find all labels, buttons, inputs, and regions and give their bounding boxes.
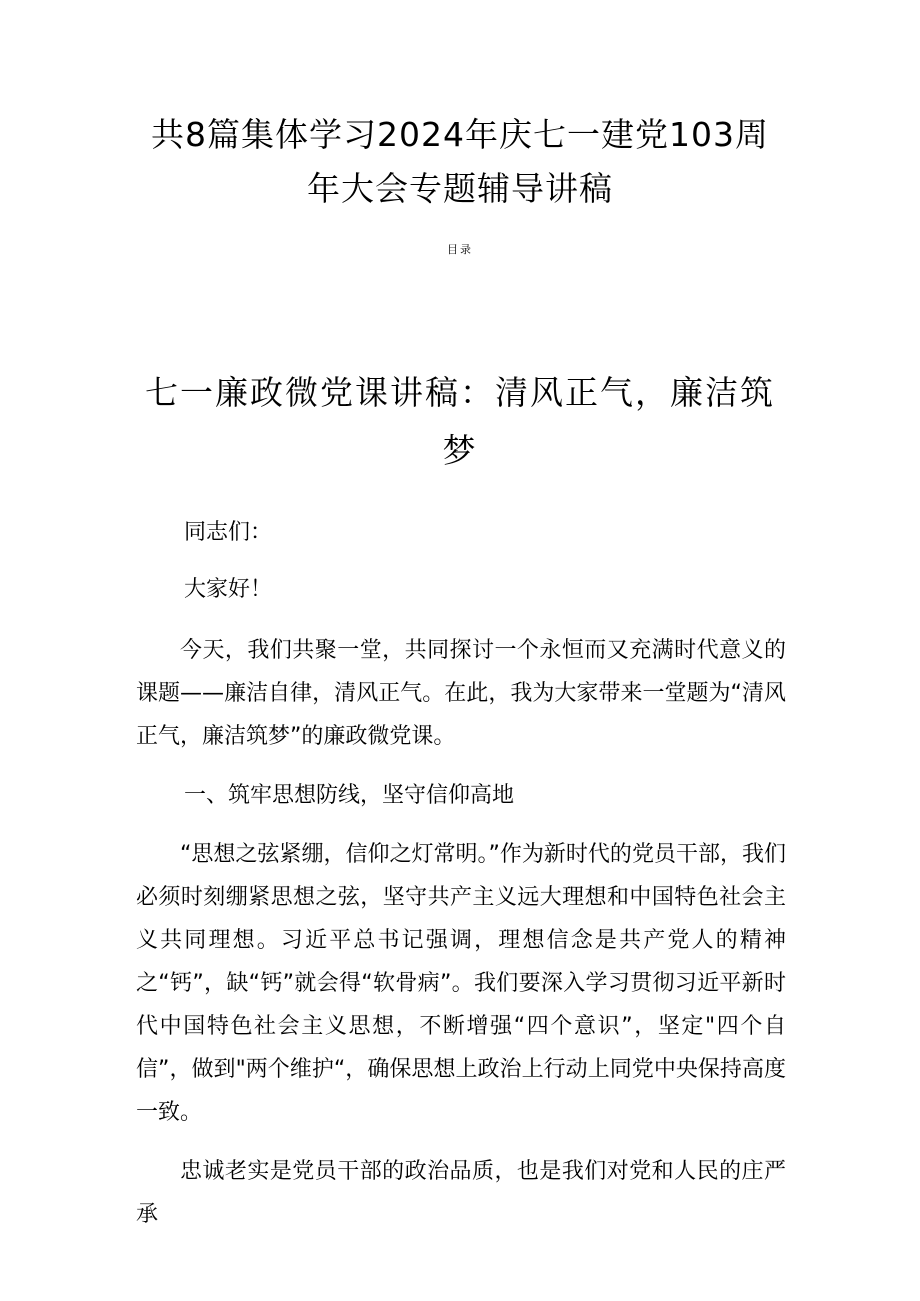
table-of-contents-label: 目录 (447, 243, 473, 256)
paragraph-introduction: 今天，我们共聚一堂，共同探讨一个永恒而又充满时代意义的课题——廉洁自律，清风正气。在此，我为大家带来一堂题为“清风正气，廉洁筑梦”的廉政微党课。 (136, 638, 786, 749)
paragraph-loyalty: 忠诚老实是党员干部的政治品质，也是我们对党和人民的庄严承 (136, 1159, 786, 1227)
document-title-line-2: 年大会专题辅导讲稿 (307, 169, 613, 208)
section-heading-1: 一、筑牢思想防线，坚守信仰高地 (184, 783, 515, 808)
section-title (140, 364, 780, 480)
greeting-comrades: 同志们： (184, 520, 273, 545)
greeting-hello: 大家好！ (184, 577, 273, 602)
document-title-line-1: 共8篇集体学习2024年庆七一建党103周 (151, 115, 769, 154)
paragraph-ideology: “思想之弦紧绷，信仰之灯常明。”作为新时代的党员干部，我们必须时刻绷紧思想之弦，坚守共产主义远大理想和中国特色社会主义共同理想。习近平总书记强调，理想信念是共产党人的精神之“钙”，缺“钙”就会得“软骨病”。我们要深入学习贯彻习近平新时代中国特色社会主义思想，不断增强“四个意识”，坚定"四个自信”，做到"两个维护“，确保思想上政治上行动上同党中央保持高度一致。 (136, 842, 786, 1125)
section-title-line-1: 七一廉政微党课讲稿：清风正气，廉洁筑 (145, 373, 775, 412)
section-title-line-2: 梦 (442, 431, 478, 470)
document-title (110, 108, 810, 216)
